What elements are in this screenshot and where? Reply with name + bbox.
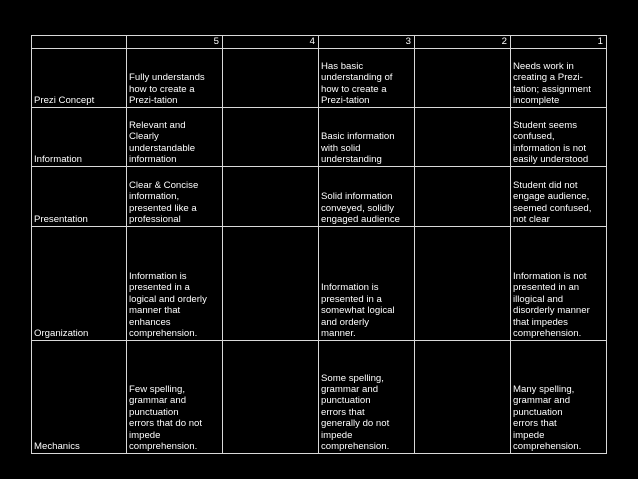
score-1-cell: Needs work in creating a Prezi- tation; assignment incomplete: [511, 49, 607, 108]
score-5-cell: Relevant and Clearly understandable information: [127, 108, 223, 167]
criterion-label: Prezi Concept: [32, 49, 127, 108]
score-5-cell: Few spelling, grammar and punctuation errors that do not impede comprehension.: [127, 341, 223, 454]
score-5-cell: Clear & Concise information, presented like a professional: [127, 167, 223, 227]
score-4-cell: [223, 227, 319, 341]
score-3-cell: Some spelling, grammar and punctuation errors that generally do not impede comprehension.: [319, 341, 415, 454]
score-2-cell: [415, 341, 511, 454]
score-2-cell: [415, 227, 511, 341]
table-row: [32, 227, 607, 341]
criterion-label: Presentation: [32, 167, 127, 227]
table-row: [32, 341, 607, 454]
header-cell-score-4: 4: [223, 36, 319, 49]
score-3-cell: Basic information with solid understanding: [319, 108, 415, 167]
table-row: [32, 108, 607, 167]
header-cell-criterion: [32, 36, 127, 49]
header-cell-score-2: 2: [415, 36, 511, 49]
header-row: [32, 36, 607, 49]
criterion-label: Information: [32, 108, 127, 167]
score-5-cell: Information is presented in a logical and orderly manner that enhances comprehension.: [127, 227, 223, 341]
header-cell-score-3: 3: [319, 36, 415, 49]
criterion-label: Mechanics: [32, 341, 127, 454]
criterion-label: Organization: [32, 227, 127, 341]
table-row: [32, 167, 607, 227]
score-4-cell: [223, 49, 319, 108]
header-cell-score-1: 1: [511, 36, 607, 49]
score-3-cell: Information is presented in a somewhat logical and orderly manner.: [319, 227, 415, 341]
score-1-cell: Student did not engage audience, seemed confused, not clear: [511, 167, 607, 227]
score-5-cell: Fully understands how to create a Prezi-tation: [127, 49, 223, 108]
score-1-cell: Many spelling, grammar and punctuation errors that impede comprehension.: [511, 341, 607, 454]
score-4-cell: [223, 341, 319, 454]
table-row: [32, 49, 607, 108]
score-4-cell: [223, 108, 319, 167]
score-1-cell: Student seems confused, information is not easily understood: [511, 108, 607, 167]
rubric-table: [31, 35, 607, 454]
score-3-cell: Solid information conveyed, solidly engaged audience: [319, 167, 415, 227]
score-1-cell: Information is not presented in an illogical and disorderly manner that impedes comprehension.: [511, 227, 607, 341]
score-3-cell: Has basic understanding of how to create a Prezi-tation: [319, 49, 415, 108]
score-2-cell: [415, 167, 511, 227]
score-2-cell: [415, 108, 511, 167]
score-4-cell: [223, 167, 319, 227]
score-2-cell: [415, 49, 511, 108]
header-cell-score-5: 5: [127, 36, 223, 49]
